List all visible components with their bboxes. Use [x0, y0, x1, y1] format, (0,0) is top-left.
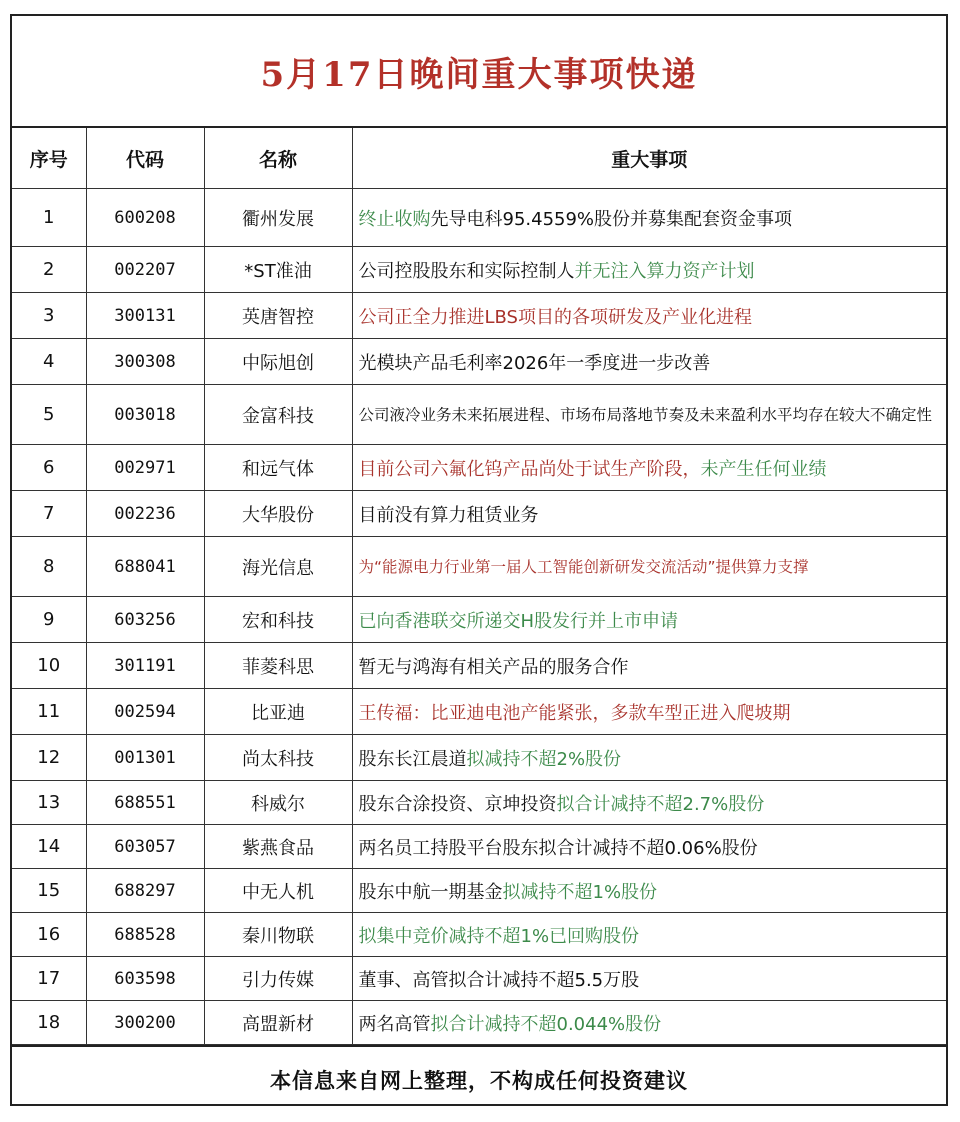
event-text-segment: 目前公司六氟化钨产品尚处于试生产阶段，: [358, 458, 701, 480]
event-text-segment: 拟减持不超2%股份: [466, 748, 622, 770]
disclaimer-text: 本信息来自网上整理，不构成任何投资建议: [270, 1069, 688, 1093]
stock-code: 002594: [86, 689, 204, 735]
event-cell: [352, 491, 946, 537]
table-row: [12, 825, 946, 869]
event-cell: [352, 643, 946, 689]
event-text-segment: 目前没有算力租赁业务: [358, 504, 539, 526]
stock-name: *ST准油: [204, 247, 352, 293]
stock-name: 引力传媒: [204, 957, 352, 1001]
stock-code: 001301: [86, 735, 204, 781]
stock-code: 600208: [86, 189, 204, 247]
row-number: 10: [12, 643, 86, 689]
stock-name: 中际旭创: [204, 339, 352, 385]
stock-name: 紫燕食品: [204, 825, 352, 869]
stock-name: 中无人机: [204, 869, 352, 913]
table-row: [12, 385, 946, 445]
event-text-segment: 两名高管: [358, 1013, 431, 1035]
row-number: 17: [12, 957, 86, 1001]
header-code: 代码: [86, 128, 204, 189]
event-cell: [352, 247, 946, 293]
event-cell: [352, 597, 946, 643]
stock-name: 比亚迪: [204, 689, 352, 735]
stock-code: 603256: [86, 597, 204, 643]
event-cell: [352, 781, 946, 825]
row-number: 7: [12, 491, 86, 537]
stock-name: 菲菱科思: [204, 643, 352, 689]
stock-name: 尚太科技: [204, 735, 352, 781]
stock-name: 秦川物联: [204, 913, 352, 957]
stock-code: 300131: [86, 293, 204, 339]
row-number: 18: [12, 1001, 86, 1045]
event-text-segment: 拟合计减持不超2.7%股份: [556, 793, 765, 815]
row-number: 3: [12, 293, 86, 339]
stock-code: 003018: [86, 385, 204, 445]
row-number: 16: [12, 913, 86, 957]
event-text-segment: 公司控股股东和实际控制人: [358, 260, 575, 282]
title-bar: [12, 16, 946, 128]
stock-name: 金富科技: [204, 385, 352, 445]
event-text-segment: 为“能源电力行业第一届人工智能创新研发交流活动”提供算力支撑: [358, 557, 809, 576]
header-event: 重大事项: [352, 128, 946, 189]
stock-name: 英唐智控: [204, 293, 352, 339]
table-row: [12, 957, 946, 1001]
event-text-segment: 拟集中竞价减持不超1%已回购股份: [358, 925, 640, 947]
stock-code: 002207: [86, 247, 204, 293]
header-name: 名称: [204, 128, 352, 189]
event-cell: [352, 189, 946, 247]
event-cell: [352, 339, 946, 385]
stock-code: 002236: [86, 491, 204, 537]
event-text-segment: 光模块产品毛利率2026年一季度进一步改善: [358, 352, 711, 374]
event-text-segment: 拟减持不超1%股份: [502, 881, 658, 903]
table-row: [12, 689, 946, 735]
stock-name: 海光信息: [204, 537, 352, 597]
row-number: 2: [12, 247, 86, 293]
event-cell: [352, 445, 946, 491]
stock-code: 300308: [86, 339, 204, 385]
table-row: [12, 247, 946, 293]
row-number: 8: [12, 537, 86, 597]
event-cell: [352, 735, 946, 781]
stock-code: 688551: [86, 781, 204, 825]
row-number: 6: [12, 445, 86, 491]
table-row: [12, 1001, 946, 1045]
table-row: [12, 781, 946, 825]
row-number: 15: [12, 869, 86, 913]
stock-code: 300200: [86, 1001, 204, 1045]
row-number: 4: [12, 339, 86, 385]
event-text-segment: 王传福：比亚迪电池产能紧张，多款车型正进入爬坡期: [358, 702, 791, 724]
event-text-segment: 先导电科95.4559%股份并募集配套资金事项: [430, 208, 793, 230]
table-row: [12, 537, 946, 597]
header-no: 序号: [12, 128, 86, 189]
table-row: [12, 445, 946, 491]
event-text-segment: 股东合涂投资、京坤投资: [358, 793, 557, 815]
stock-name: 衢州发展: [204, 189, 352, 247]
row-number: 13: [12, 781, 86, 825]
stock-code: 002971: [86, 445, 204, 491]
stock-code: 688297: [86, 869, 204, 913]
event-cell: [352, 385, 946, 445]
event-text-segment: 已向香港联交所递交H股发行并上市申请: [358, 610, 679, 632]
table-row: [12, 339, 946, 385]
header-row: [12, 128, 946, 189]
row-number: 14: [12, 825, 86, 869]
table-row: [12, 597, 946, 643]
row-number: 5: [12, 385, 86, 445]
event-text-segment: 股东中航一期基金: [358, 881, 503, 903]
event-cell: [352, 913, 946, 957]
table-body: [12, 189, 946, 1045]
event-text-segment: 股东长江晨道: [358, 748, 467, 770]
event-cell: [352, 869, 946, 913]
event-cell: [352, 689, 946, 735]
row-number: 9: [12, 597, 86, 643]
table-row: [12, 491, 946, 537]
event-text-segment: 董事、高管拟合计减持不超5.5万股: [358, 969, 640, 991]
table-row: [12, 735, 946, 781]
event-cell: [352, 293, 946, 339]
stock-name: 宏和科技: [204, 597, 352, 643]
event-text-segment: 公司正全力推进LBS项目的各项研发及产业化进程: [358, 306, 752, 328]
event-cell: [352, 825, 946, 869]
event-cell: [352, 957, 946, 1001]
event-cell: [352, 1001, 946, 1045]
row-number: 1: [12, 189, 86, 247]
event-cell: [352, 537, 946, 597]
stock-name: 和远气体: [204, 445, 352, 491]
stock-code: 688041: [86, 537, 204, 597]
table-row: [12, 293, 946, 339]
event-text-segment: 未产生任何业绩: [700, 458, 827, 480]
table-row: [12, 869, 946, 913]
stock-code: 603057: [86, 825, 204, 869]
event-text-segment: 终止收购: [358, 208, 431, 230]
stock-code: 603598: [86, 957, 204, 1001]
stock-name: 大华股份: [204, 491, 352, 537]
stock-code: 301191: [86, 643, 204, 689]
row-number: 11: [12, 689, 86, 735]
event-text-segment: 拟合计减持不超0.044%股份: [430, 1013, 662, 1035]
table-row: [12, 643, 946, 689]
stock-code: 688528: [86, 913, 204, 957]
stock-name: 高盟新材: [204, 1001, 352, 1045]
report-sheet: [10, 14, 948, 1106]
stock-name: 科威尔: [204, 781, 352, 825]
event-text-segment: 两名员工持股平台股东拟合计减持不超0.06%股份: [358, 837, 758, 859]
table-row: [12, 913, 946, 957]
table-row: [12, 189, 946, 247]
page-title: 5月17日晚间重大事项快递: [260, 54, 698, 95]
event-text-segment: 并无注入算力资产计划: [574, 260, 755, 282]
event-text-segment: 公司液冷业务未来拓展进程、市场布局落地节奏及未来盈利水平均存在较大不确定性: [358, 405, 933, 424]
events-table: [12, 128, 946, 1045]
event-text-segment: 暂无与鸿海有相关产品的服务合作: [358, 656, 629, 678]
footer-bar: [12, 1045, 946, 1113]
row-number: 12: [12, 735, 86, 781]
